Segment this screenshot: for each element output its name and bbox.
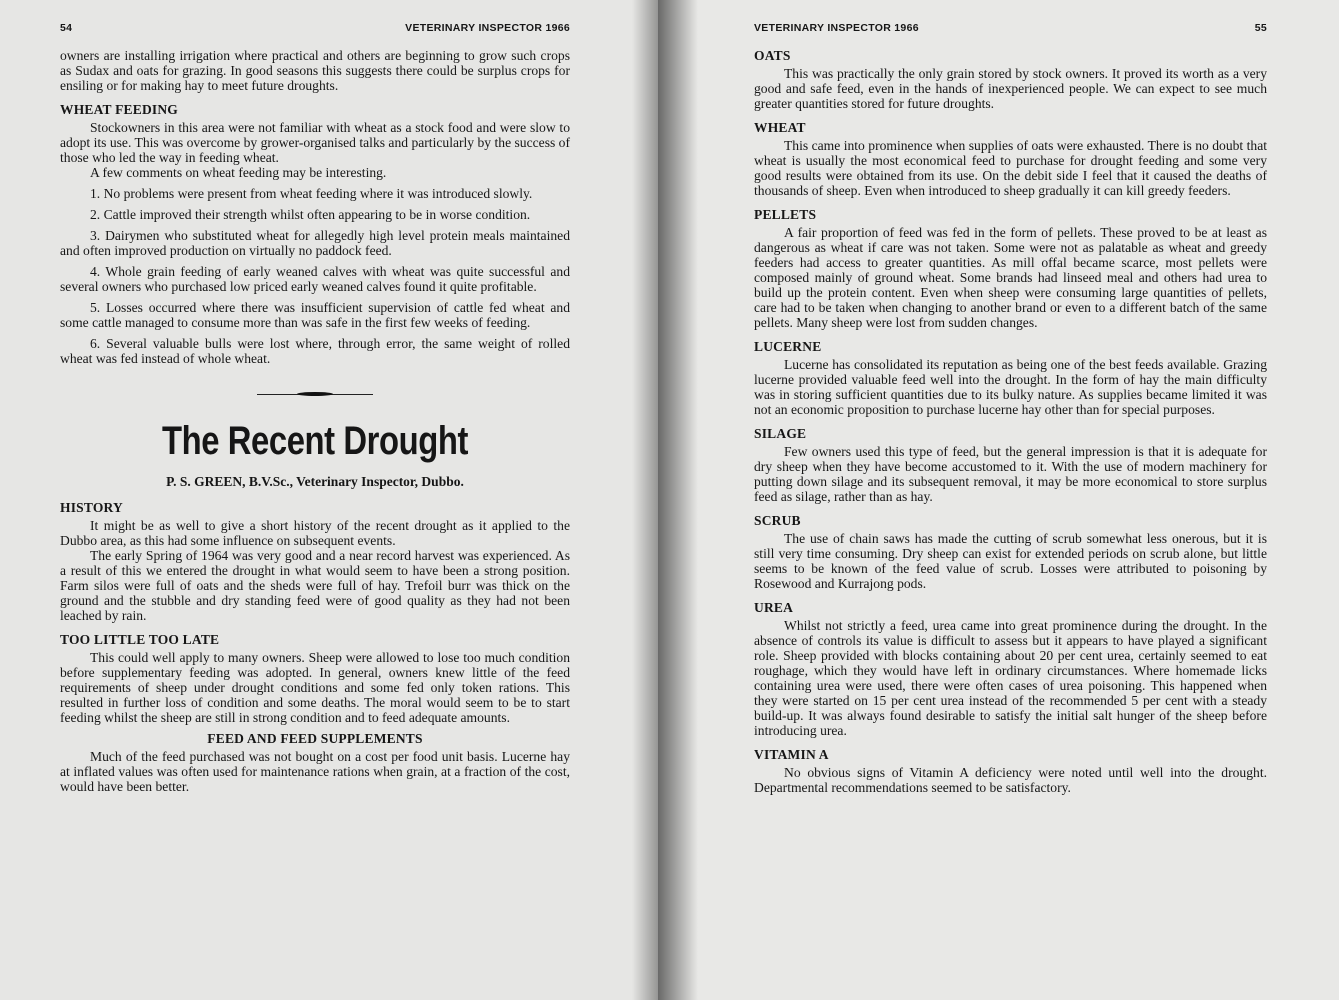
section-heading: HISTORY <box>60 500 123 515</box>
left-page <box>0 0 658 1000</box>
paragraph: Lucerne has consolidated its reputation as being one of the best feeds available. Grazing lucerne provided valuable feed well into the drought. In the form of hay the main difficulty was in storing sufficient quantities due to its bulky nature. As supplies became limited it was not an economic proposition to purchase lucerne hay other than for special purposes. <box>754 357 1267 417</box>
section-heading: WHEAT FEEDING <box>60 102 178 117</box>
section-heading: PELLETS <box>754 207 817 222</box>
paragraph: Whilst not strictly a feed, urea came into great prominence during the drought. In the absence of controls its value is difficult to assess but it appears to have played a significant role. Sheep provided with blocks containing about 20 per cent urea, certainly seemed to eat roughage, which they would have left in ordinary circumstances. Where homemade licks containing urea were used, there were often cases of urea poisoning. This happened when they were started on 15 per cent urea instead of the recommended 5 per cent with a steady build-up. It was always found desirable to satisfy the initial salt hunger of the sheep before introducing urea. <box>754 618 1267 738</box>
paragraph: owners are installing irrigation where practical and others are beginning to grow such crops as Sudax and oats for grazing. In good seasons this suggests there could be surplus crops for ensiling or for making hay to meet future droughts. <box>60 48 570 93</box>
paragraph: Stockowners in this area were not familiar with wheat as a stock food and were slow to adopt its use. This was overcome by grower-organised talks and particularly by the success of those who led the way in feeding wheat. <box>60 120 570 165</box>
paragraph: Few owners used this type of feed, but the general impression is that it is adequate for dry sheep when they have become accustomed to it. With the use of modern machinery for putting down silage and its subsequent removal, it may be more economical to store surplus feed as silage, rather than as hay. <box>754 444 1267 504</box>
section-heading: TOO LITTLE TOO LATE <box>60 632 220 647</box>
section-heading: LUCERNE <box>754 339 822 354</box>
paragraph: Much of the feed purchased was not bought on a cost per food unit basis. Lucerne hay at inflated values was often used for maintenance rations when grain, at a fraction of the cost, would have been better. <box>60 749 570 794</box>
paragraph: The use of chain saws has made the cutting of scrub somewhat less onerous, but it is still very time consuming. Dry sheep can exist for extended periods on scrub alone, but little seems to be known of the feed value of scrub. Losses were attributed to poisoning by Rosewood and Kurrajong pods. <box>754 531 1267 591</box>
list-item: 3. Dairymen who substituted wheat for allegedly high level protein meals maintained and often improved production on virtually no paddock feed. <box>60 228 570 258</box>
running-head-left <box>60 22 570 34</box>
gutter-shadow <box>658 0 698 1000</box>
gutter-shadow <box>632 0 658 1000</box>
list-item: 4. Whole grain feeding of early weaned calves with wheat was quite successful and several owners who purchased low priced early weaned calves found it quite profitable. <box>60 264 570 294</box>
section-heading: SILAGE <box>754 426 807 441</box>
list-item: 1. No problems were present from wheat feeding where it was introduced slowly. <box>90 186 533 201</box>
article-byline: P. S. GREEN, B.V.Sc., Veterinary Inspector, Dubbo. <box>166 474 464 489</box>
section-divider <box>257 394 373 395</box>
paragraph: A fair proportion of feed was fed in the form of pellets. These proved to be at least as dangerous as wheat if care was not taken. Some were not as palatable as wheat and greedy feeders had access to greater quantities. As mill offal became scarce, most pellets were composed mainly of ground wheat. Some brands had linseed meal and others had urea to build up the protein content. Even when sheep were consuming large quantities of pellets, care had to be taken when changing to another brand or even to a different batch of the same pellets. Many sheep were lost from sudden changes. <box>754 225 1267 330</box>
section-heading: VITAMIN A <box>754 747 829 762</box>
section-heading: FEED AND FEED SUPPLEMENTS <box>207 731 423 746</box>
article-title: The Recent Drought <box>161 419 469 463</box>
running-title: VETERINARY INSPECTOR 1966 <box>754 22 919 34</box>
paragraph: This could well apply to many owners. Sheep were allowed to lose too much condition before supplementary feeding was adopted. In general, owners knew little of the feed requirements of sheep under drought conditions and some fed only token rations. This resulted in further loss of condition and some deaths. The moral would seem to be to start feeding whilst the sheep are still in strong condition and to feed adequate amounts. <box>60 650 570 725</box>
list-item: 6. Several valuable bulls were lost where, through error, the same weight of rolled wheat was fed instead of whole wheat. <box>60 336 570 366</box>
section-heading: WHEAT <box>754 120 806 135</box>
page-number: 54 <box>60 22 73 34</box>
paragraph: No obvious signs of Vitamin A deficiency were noted until well into the drought. Departmental recommendations seemed to be satisfactory. <box>754 765 1267 795</box>
running-title: VETERINARY INSPECTOR 1966 <box>405 22 570 34</box>
list-item: 5. Losses occurred where there was insufficient supervision of cattle fed wheat and some cattle managed to consume more than was safe in the first few weeks of feeding. <box>60 300 570 330</box>
paragraph: The early Spring of 1964 was very good and a near record harvest was experienced. As a result of this we entered the drought in what would seem to have been a strong position. Farm silos were full of oats and the sheds were full of hay. Trefoil burr was thick on the ground and the stubble and dry standing feed were of good quality as they had not been leached by rain. <box>60 548 570 623</box>
paragraph: This came into prominence when supplies of oats were exhausted. There is no doubt that wheat is usually the most economical feed to purchase for drought feeding and some very good results were obtained from its use. On the debit side I feel that it caused the deaths of thousands of sheep. Even when introduced to sheep gradually it can kill greedy feeders. <box>754 138 1267 198</box>
running-head-right <box>754 22 1267 34</box>
paragraph: It might be as well to give a short history of the recent drought as it applied to the Dubbo area, as this had some influence on subsequent events. <box>60 518 570 548</box>
section-heading: SCRUB <box>754 513 801 528</box>
paragraph: A few comments on wheat feeding may be interesting. <box>90 165 387 180</box>
paragraph: This was practically the only grain stored by stock owners. It proved its worth as a very good and safe feed, even in the hands of inexperienced people. We can expect to see much greater quantities stored for future droughts. <box>754 66 1267 111</box>
list-item: 2. Cattle improved their strength whilst often appearing to be in worse condition. <box>90 207 531 222</box>
page-number: 55 <box>1254 22 1267 34</box>
section-heading: OATS <box>754 48 791 63</box>
right-page <box>658 0 1339 1000</box>
section-heading: UREA <box>754 600 794 615</box>
